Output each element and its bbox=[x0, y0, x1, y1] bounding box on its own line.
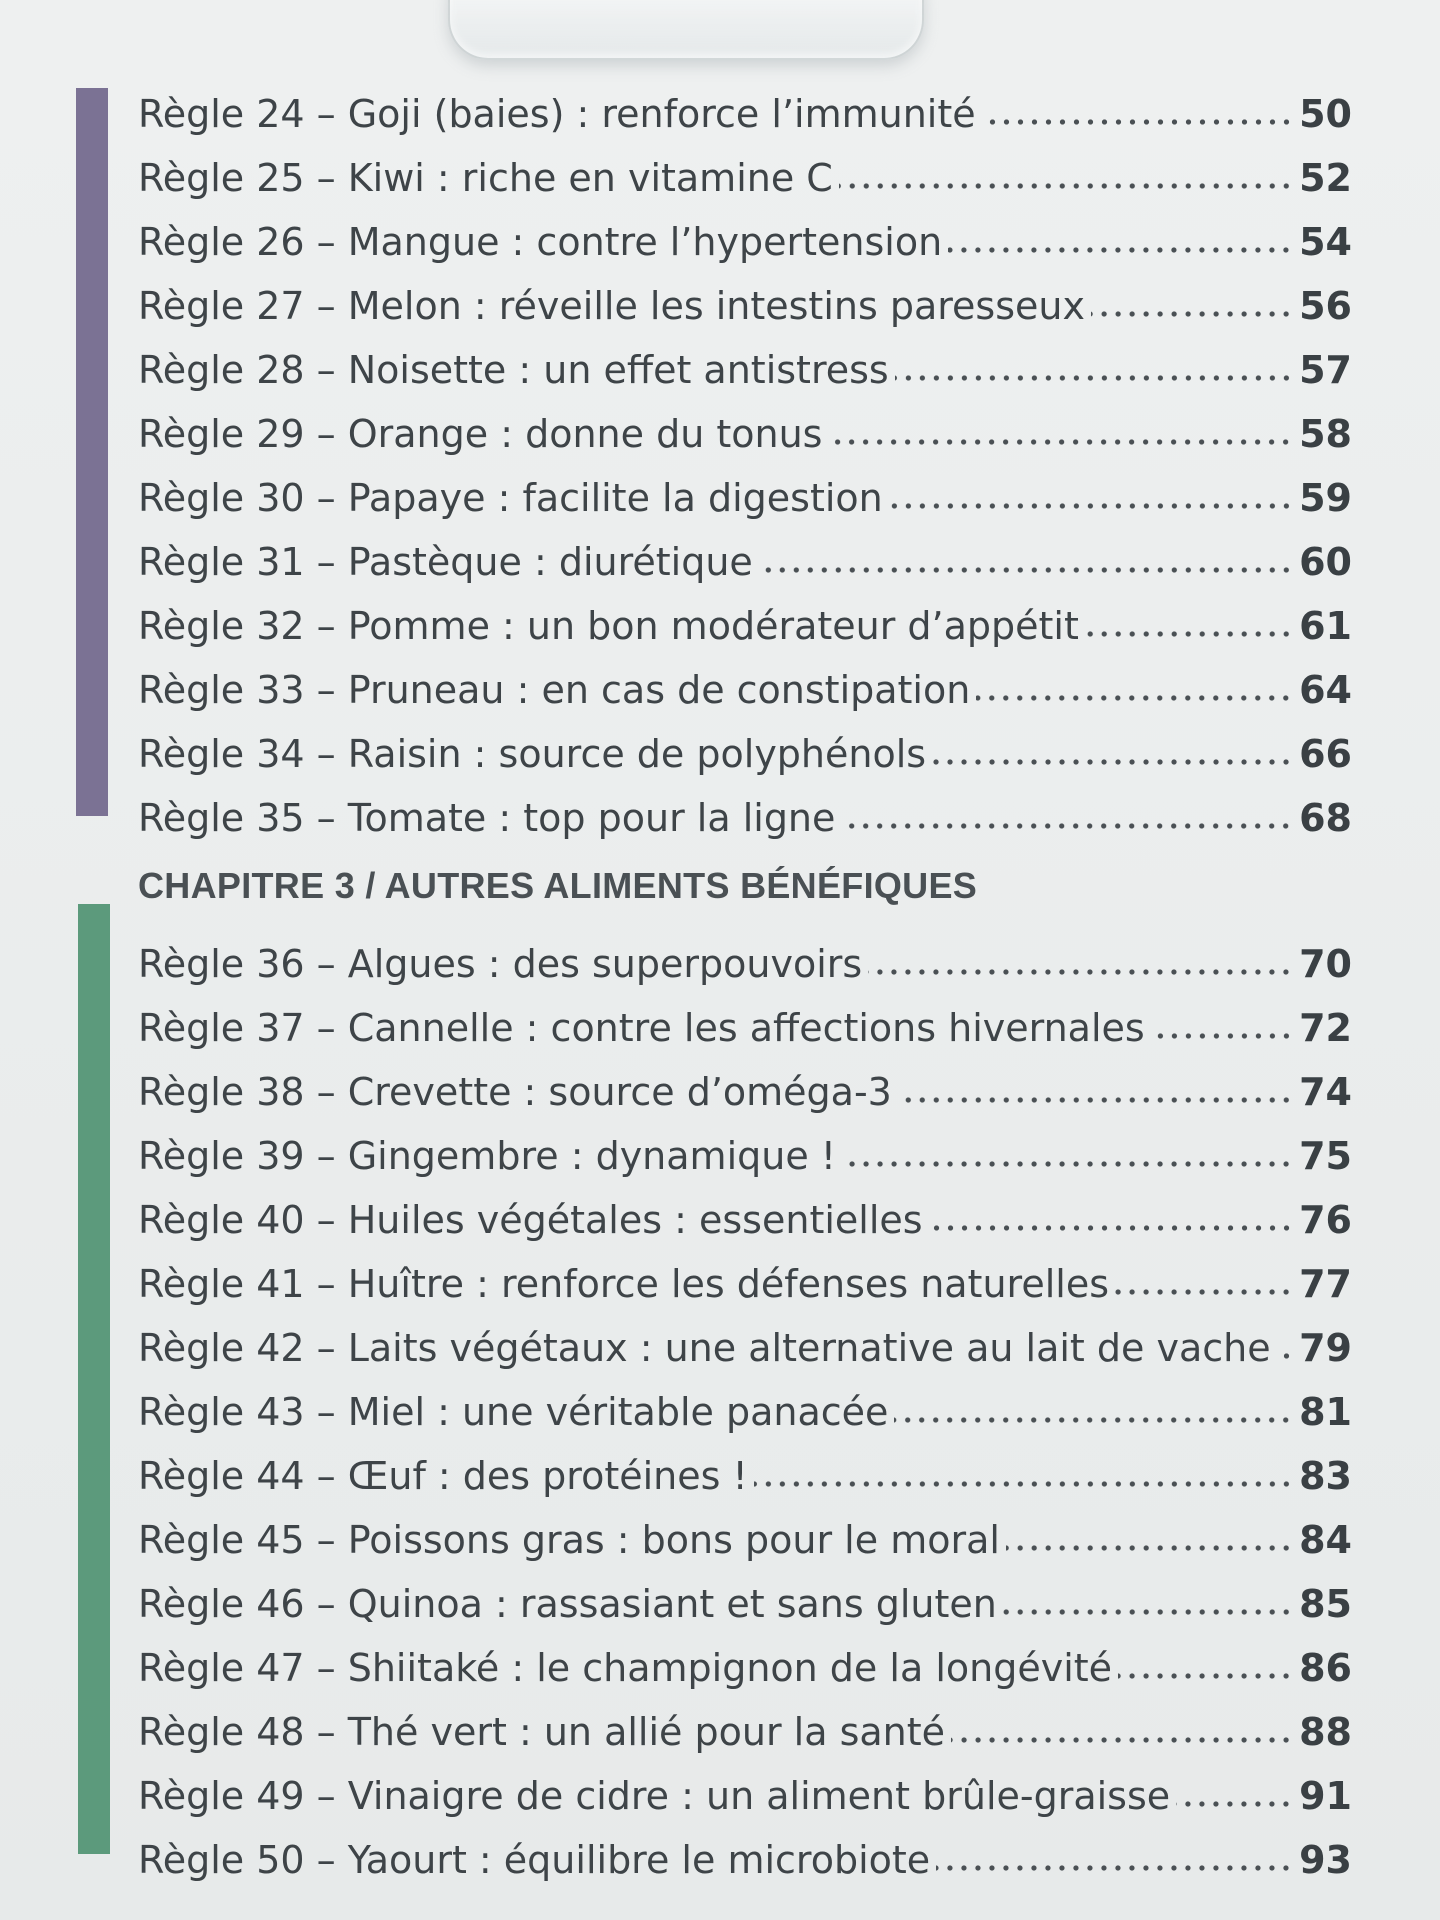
toc-entry-page-number: 75 bbox=[1299, 1134, 1352, 1178]
dot-leader bbox=[754, 1479, 1293, 1489]
toc-entry bbox=[138, 1444, 1352, 1508]
toc-section-other-foods bbox=[138, 932, 1352, 1892]
dot-leader bbox=[868, 967, 1293, 977]
dot-leader bbox=[1115, 1287, 1293, 1297]
toc-entry-page-number: 50 bbox=[1299, 92, 1352, 136]
toc-entry bbox=[138, 786, 1352, 850]
toc-entry-page-number: 68 bbox=[1299, 796, 1352, 840]
toc-entry bbox=[138, 1188, 1352, 1252]
section-color-bar-purple bbox=[76, 88, 108, 816]
dot-leader bbox=[841, 821, 1293, 831]
toc-entry-page-number: 84 bbox=[1299, 1518, 1352, 1562]
dot-leader bbox=[759, 565, 1293, 575]
toc-entry-title: Règle 27 – Melon : réveille les intestins paresseux bbox=[138, 284, 1085, 328]
dot-leader bbox=[1085, 629, 1293, 639]
chapter-heading: CHAPITRE 3 / AUTRES ALIMENTS BÉNÉFIQUES bbox=[138, 865, 978, 906]
toc-section-fruits bbox=[138, 82, 1352, 850]
toc-entry-title: Règle 46 – Quinoa : rassasiant et sans gluten bbox=[138, 1582, 997, 1626]
toc-entry-page-number: 77 bbox=[1299, 1262, 1352, 1306]
toc-entry-page-number: 61 bbox=[1299, 604, 1352, 648]
toc-entry bbox=[138, 274, 1352, 338]
toc-entry bbox=[138, 1380, 1352, 1444]
toc-entry-title: Règle 30 – Papaye : facilite la digestion bbox=[138, 476, 883, 520]
toc-entry bbox=[138, 658, 1352, 722]
toc-entry-title: Règle 28 – Noisette : un effet antistress bbox=[138, 348, 889, 392]
toc-entry-page-number: 79 bbox=[1299, 1326, 1352, 1370]
toc-entry-page-number: 88 bbox=[1299, 1710, 1352, 1754]
toc-entry bbox=[138, 1124, 1352, 1188]
toc-entry-page-number: 91 bbox=[1299, 1774, 1352, 1818]
toc-entry-title: Règle 25 – Kiwi : riche en vitamine C bbox=[138, 156, 833, 200]
toc-entry bbox=[138, 1700, 1352, 1764]
toc-entry bbox=[138, 338, 1352, 402]
toc-entry bbox=[138, 1572, 1352, 1636]
toc-entry bbox=[138, 1252, 1352, 1316]
dot-leader bbox=[839, 181, 1293, 191]
toc-entry bbox=[138, 402, 1352, 466]
toc-entry-page-number: 72 bbox=[1299, 1006, 1352, 1050]
toc-entry-page-number: 70 bbox=[1299, 942, 1352, 986]
toc-entry bbox=[138, 932, 1352, 996]
toc-entry bbox=[138, 1828, 1352, 1892]
toc-entry bbox=[138, 1764, 1352, 1828]
toc-entry-page-number: 83 bbox=[1299, 1454, 1352, 1498]
dot-leader bbox=[1091, 309, 1293, 319]
toc-entry-title: Règle 49 – Vinaigre de cidre : un aliment brûle-graisse bbox=[138, 1774, 1171, 1818]
dot-leader bbox=[1176, 1799, 1293, 1809]
toc-entry-title: Règle 40 – Huiles végétales : essentielles bbox=[138, 1198, 923, 1242]
toc-entry-title: Règle 45 – Poissons gras : bons pour le moral bbox=[138, 1518, 1000, 1562]
dot-leader bbox=[982, 117, 1293, 127]
toc-entry-title: Règle 31 – Pastèque : diurétique bbox=[138, 540, 753, 584]
toc-entry-page-number: 58 bbox=[1299, 412, 1352, 456]
toc-entry bbox=[138, 1316, 1352, 1380]
toc-entry bbox=[138, 1636, 1352, 1700]
toc-entry bbox=[138, 466, 1352, 530]
toc-entry-title: Règle 50 – Yaourt : équilibre le microbiote bbox=[138, 1838, 931, 1882]
dot-leader bbox=[895, 373, 1293, 383]
toc-entry-title: Règle 35 – Tomate : top pour la ligne bbox=[138, 796, 836, 840]
toc-entry bbox=[138, 996, 1352, 1060]
dot-leader bbox=[976, 693, 1293, 703]
toc-entry-page-number: 59 bbox=[1299, 476, 1352, 520]
dot-leader bbox=[1003, 1607, 1293, 1617]
toc-entry bbox=[138, 1060, 1352, 1124]
toc-entry bbox=[138, 146, 1352, 210]
toc-entry-title: Règle 26 – Mangue : contre l’hypertension bbox=[138, 220, 943, 264]
toc-entry bbox=[138, 82, 1352, 146]
dot-leader bbox=[828, 437, 1293, 447]
dot-leader bbox=[948, 245, 1293, 255]
toc-entry-title: Règle 47 – Shiitaké : le champignon de la longévité bbox=[138, 1646, 1113, 1690]
section-color-bar-green bbox=[78, 904, 110, 1854]
toc-entry-title: Règle 24 – Goji (baies) : renforce l’immunité bbox=[138, 92, 976, 136]
toc-entry-page-number: 64 bbox=[1299, 668, 1352, 712]
toc-entry-title: Règle 36 – Algues : des superpouvoirs bbox=[138, 942, 863, 986]
toc-entry-title: Règle 44 – Œuf : des protéines ! bbox=[138, 1454, 748, 1498]
toc-entry-page-number: 86 bbox=[1299, 1646, 1352, 1690]
toc-entry-page-number: 76 bbox=[1299, 1198, 1352, 1242]
toc-entry-page-number: 56 bbox=[1299, 284, 1352, 328]
dot-leader bbox=[929, 1223, 1294, 1233]
toc-entry-title: Règle 48 – Thé vert : un allié pour la santé bbox=[138, 1710, 946, 1754]
toc-entry-title: Règle 34 – Raisin : source de polyphénols bbox=[138, 732, 927, 776]
toc-entry-page-number: 81 bbox=[1299, 1390, 1352, 1434]
dot-leader bbox=[1277, 1351, 1293, 1361]
page-holder-clip bbox=[448, 0, 924, 60]
dot-leader bbox=[889, 501, 1293, 511]
dot-leader bbox=[894, 1415, 1293, 1425]
dot-leader bbox=[1118, 1671, 1293, 1681]
toc-entry-title: Règle 37 – Cannelle : contre les affections hivernales bbox=[138, 1006, 1145, 1050]
toc-entry-title: Règle 41 – Huître : renforce les défenses naturelles bbox=[138, 1262, 1110, 1306]
dot-leader bbox=[951, 1735, 1293, 1745]
toc-entry-title: Règle 39 – Gingembre : dynamique ! bbox=[138, 1134, 837, 1178]
dot-leader bbox=[898, 1095, 1293, 1105]
dot-leader bbox=[1151, 1031, 1293, 1041]
toc-entry-page-number: 60 bbox=[1299, 540, 1352, 584]
toc-entry-page-number: 93 bbox=[1299, 1838, 1352, 1882]
toc-entry-title: Règle 42 – Laits végétaux : une alternative au lait de vache bbox=[138, 1326, 1271, 1370]
toc-entry-title: Règle 29 – Orange : donne du tonus bbox=[138, 412, 823, 456]
dot-leader bbox=[932, 757, 1293, 767]
toc-entry-title: Règle 38 – Crevette : source d’oméga-3 bbox=[138, 1070, 892, 1114]
toc-entry-page-number: 54 bbox=[1299, 220, 1352, 264]
toc-entry bbox=[138, 530, 1352, 594]
toc-entry bbox=[138, 1508, 1352, 1572]
dot-leader bbox=[1006, 1543, 1293, 1553]
toc-entry-page-number: 52 bbox=[1299, 156, 1352, 200]
toc-entry-page-number: 57 bbox=[1299, 348, 1352, 392]
dot-leader bbox=[936, 1863, 1293, 1873]
toc-entry-title: Règle 32 – Pomme : un bon modérateur d’appétit bbox=[138, 604, 1079, 648]
toc-entry-page-number: 66 bbox=[1299, 732, 1352, 776]
toc-entry-page-number: 74 bbox=[1299, 1070, 1352, 1114]
toc-entry bbox=[138, 210, 1352, 274]
toc-entry bbox=[138, 594, 1352, 658]
toc-entry-page-number: 85 bbox=[1299, 1582, 1352, 1626]
toc-entry bbox=[138, 722, 1352, 786]
dot-leader bbox=[842, 1159, 1293, 1169]
toc-entry-title: Règle 43 – Miel : une véritable panacée bbox=[138, 1390, 889, 1434]
toc-entry-title: Règle 33 – Pruneau : en cas de constipation bbox=[138, 668, 971, 712]
